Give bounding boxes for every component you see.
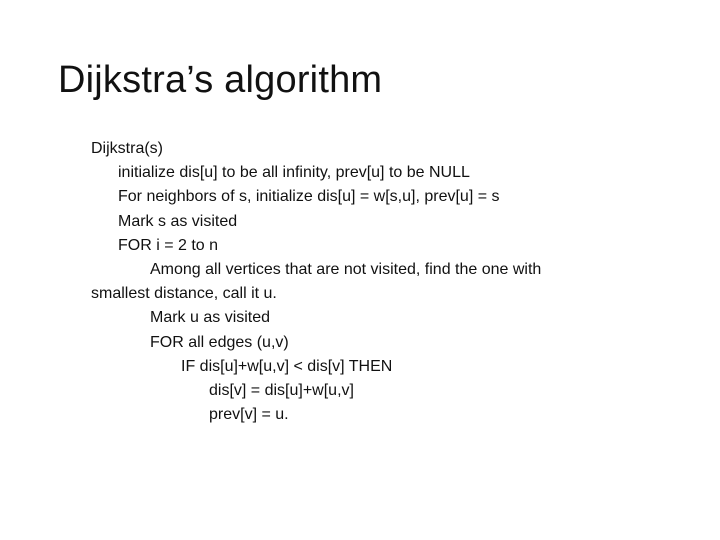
slide-title: Dijkstra’s algorithm	[58, 59, 383, 101]
code-line-initialize-distances: initialize dis[u] to be all infinity, prev[u] to be NULL	[118, 164, 470, 182]
code-line-update-distance: dis[v] = dis[u]+w[u,v]	[209, 382, 354, 400]
code-line-initialize-neighbors: For neighbors of s, initialize dis[u] = w[s,u], prev[u] = s	[118, 188, 500, 206]
code-line-select-min-vertex-continued: smallest distance, call it u.	[91, 285, 277, 303]
code-line-mark-u-visited: Mark u as visited	[150, 309, 271, 327]
code-line-function-header: Dijkstra(s)	[91, 140, 163, 157]
code-line-update-prev: prev[v] = u.	[209, 406, 289, 424]
code-line-outer-loop: FOR i = 2 to n	[118, 236, 219, 254]
code-line-edge-loop: FOR all edges (u,v)	[150, 333, 289, 351]
pseudocode-block	[91, 137, 691, 427]
code-line-relax-condition: IF dis[u]+w[u,v] < dis[v] THEN	[181, 357, 393, 375]
code-line-mark-source-visited: Mark s as visited	[118, 212, 238, 230]
code-line-select-min-vertex: Among all vertices that are not visited, find the one with	[150, 261, 542, 279]
